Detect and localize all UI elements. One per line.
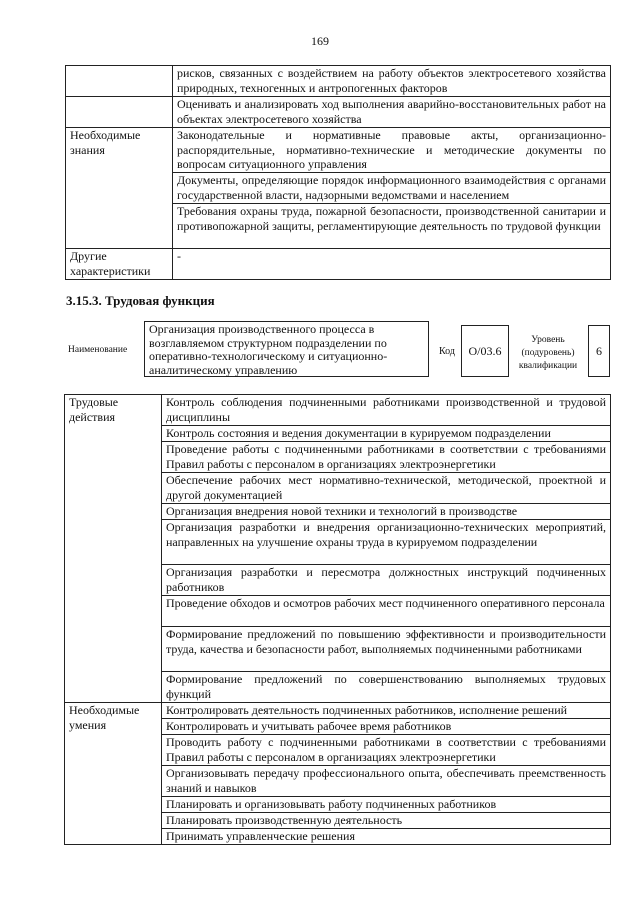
continuation-label-cell	[66, 97, 173, 128]
table-cell: Организация разработки и внедрения организационно-технических мероприятий, направленных на улучшение охраны труда в курируемом подразделении	[162, 520, 611, 565]
table-cell: Организация разработки и пересмотра должностных инструкций подчиненных работников	[162, 565, 611, 596]
table-cell: Контролировать деятельность подчиненных работников, исполнение решений	[162, 703, 611, 719]
table-cell: Планировать и организовывать работу подчиненных работников	[162, 797, 611, 813]
table-cell: Проведение обходов и осмотров рабочих мест подчиненного оперативного персонала	[162, 596, 611, 627]
function-code-box: О/03.6	[461, 325, 509, 377]
table-cell: Контролировать и учитывать рабочее время работников	[162, 719, 611, 735]
table-cell: Проведение работы с подчиненными работниками в соответствии с требованиями Правил работы с персоналом в организациях электроэнергетики	[162, 442, 611, 473]
labor-actions-label: Трудовые действия	[65, 395, 162, 703]
other-characteristics-value: -	[173, 249, 611, 280]
table-cell: Требования охраны труда, пожарной безопасности, производственной санитарии и противопожарной защиты, регламентирующие деятельность по трудовой функции	[173, 204, 611, 249]
table-cell: Планировать производственную деятельность	[162, 813, 611, 829]
skills-label: Необходимые умения	[65, 703, 162, 845]
knowledge-label: Необходимые знания	[66, 128, 173, 249]
table-cell: рисков, связанных с воздействием на работу объектов электросетевого хозяйства природных, техногенных и антропогенных факторов	[173, 66, 611, 97]
level-label: Уровень (подуровень) квалификации	[518, 335, 578, 371]
function-name-box: Организация производственного процесса в возглавляемом структурном подразделении по оперативно-технологическому и ситуационно-аналитическому управлению	[144, 321, 429, 377]
table-cell: Контроль соблюдения подчиненными работниками производственной и трудовой дисциплины	[162, 395, 611, 426]
table-cell: Оценивать и анализировать ход выполнения аварийно-восстановительных работ на объектах электросетевого хозяйства	[173, 97, 611, 128]
other-characteristics-label: Другие характеристики	[66, 249, 173, 280]
page-number: 169	[311, 34, 329, 48]
table-cell: Принимать управленческие решения	[162, 829, 611, 845]
table-cell: Обеспечение рабочих мест нормативно-технической, методической, проектной и другой документацией	[162, 473, 611, 504]
continuation-label-cell	[66, 66, 173, 97]
table-cell: Формирование предложений по повышению эффективности и производительности труда, качества и безопасности работ, выполняемых подчиненными работниками	[162, 627, 611, 672]
table-cell: Контроль состояния и ведения документации в курируемом подразделении	[162, 426, 611, 442]
table-cell: Организовывать передачу профессионального опыта, обеспечивать преемственность знаний и навыков	[162, 766, 611, 797]
qualification-level-box: 6	[588, 325, 610, 377]
table-cell: Формирование предложений по совершенствованию выполняемых трудовых функций	[162, 672, 611, 703]
section-heading: 3.15.3. Трудовая функция	[66, 293, 215, 308]
name-label: Наименование	[68, 345, 128, 355]
code-label: Код	[439, 346, 455, 357]
table-cell: Проводить работу с подчиненными работниками в соответствии с требованиями Правил работы с персоналом в организациях электроэнергетики	[162, 735, 611, 766]
table-cell: Документы, определяющие порядок информационного взаимодействия с органами государственной власти, надзорными ведомствами и населением	[173, 173, 611, 204]
knowledge-table	[65, 65, 611, 280]
table-cell: Организация внедрения новой техники и технологий в производстве	[162, 504, 611, 520]
labor-function-table	[64, 394, 611, 845]
table-cell: Законодательные и нормативные правовые акты, организационно-распорядительные, нормативно-технические и методические документы по вопросам ситуационного управления	[173, 128, 611, 173]
